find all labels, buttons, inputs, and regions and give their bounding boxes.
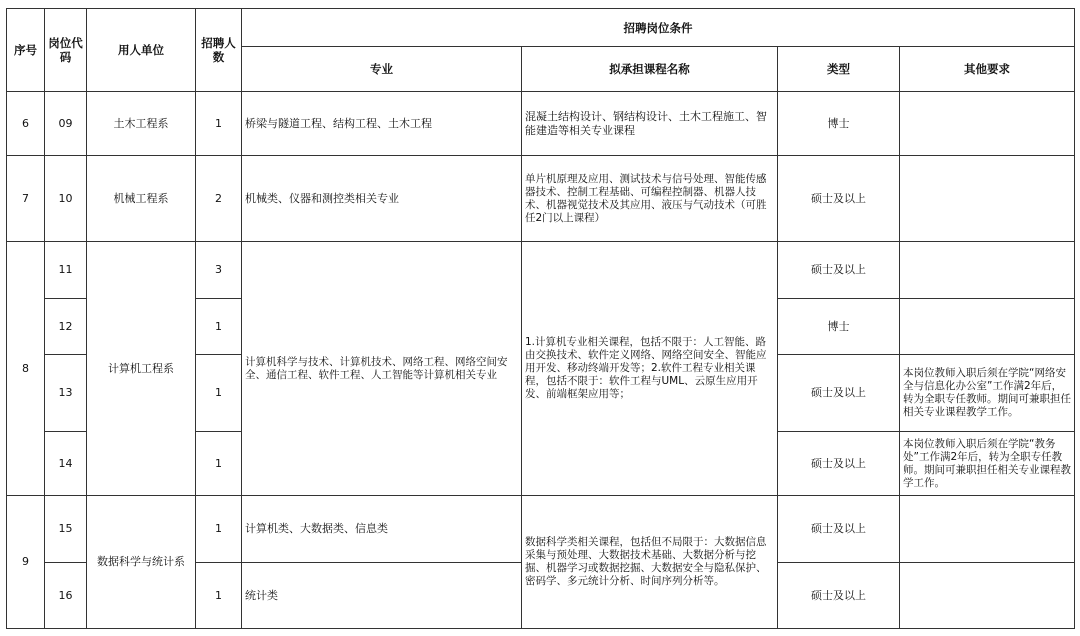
cell-courses: 数据科学类相关课程，包括但不局限于：大数据信息采集与预处理、大数据技术基础、大数据分析与挖掘、机器学习或数据挖掘、大数据安全与隐私保护、密码学、多元统计分析、时间序列分析等。 xyxy=(522,496,778,629)
header-major: 专业 xyxy=(242,47,522,92)
cell-unit: 机械工程系 xyxy=(87,156,196,242)
recruitment-table xyxy=(6,8,1075,629)
cell-major: 统计类 xyxy=(242,563,522,629)
cell-type: 硕士及以上 xyxy=(778,355,900,432)
cell-type: 硕士及以上 xyxy=(778,156,900,242)
cell-other xyxy=(900,299,1075,355)
cell-code: 14 xyxy=(45,432,87,496)
cell-other xyxy=(900,156,1075,242)
cell-code: 11 xyxy=(45,242,87,299)
cell-other xyxy=(900,92,1075,156)
cell-count: 1 xyxy=(196,432,242,496)
cell-seq: 6 xyxy=(7,92,45,156)
cell-type: 硕士及以上 xyxy=(778,242,900,299)
cell-code: 15 xyxy=(45,496,87,563)
cell-unit: 计算机工程系 xyxy=(87,242,196,496)
cell-count: 1 xyxy=(196,92,242,156)
cell-unit: 数据科学与统计系 xyxy=(87,496,196,629)
cell-code: 12 xyxy=(45,299,87,355)
cell-seq: 7 xyxy=(7,156,45,242)
cell-other xyxy=(900,242,1075,299)
header-code: 岗位代码 xyxy=(45,9,87,92)
cell-other: 本岗位教师入职后须在学院“教务处”工作满2年后，转为全职专任教师。期间可兼职担任相关专业课程教学工作。 xyxy=(900,432,1075,496)
header-seq: 序号 xyxy=(7,9,45,92)
cell-type: 硕士及以上 xyxy=(778,432,900,496)
cell-unit: 土木工程系 xyxy=(87,92,196,156)
cell-count: 1 xyxy=(196,299,242,355)
cell-code: 13 xyxy=(45,355,87,432)
cell-code: 09 xyxy=(45,92,87,156)
header-unit: 用人单位 xyxy=(87,9,196,92)
header-count: 招聘人数 xyxy=(196,9,242,92)
cell-courses: 1.计算机专业相关课程，包括不限于：人工智能、路由交换技术、软件定义网络、网络空间安全、智能应用开发、移动终端开发等；2.软件工程专业相关课程，包括不限于：软件工程与UML、云原生应用开发、前端框架应用等； xyxy=(522,242,778,496)
header-courses: 拟承担课程名称 xyxy=(522,47,778,92)
header-other: 其他要求 xyxy=(900,47,1075,92)
cell-major: 计算机类、大数据类、信息类 xyxy=(242,496,522,563)
table-row xyxy=(7,156,1075,242)
cell-code: 16 xyxy=(45,563,87,629)
cell-code: 10 xyxy=(45,156,87,242)
cell-count: 1 xyxy=(196,563,242,629)
cell-type: 博士 xyxy=(778,92,900,156)
cell-type: 硕士及以上 xyxy=(778,496,900,563)
cell-courses: 单片机原理及应用、测试技术与信号处理、智能传感器技术、控制工程基础、可编程控制器、机器人技术、机器视觉技术及其应用、液压与气动技术（可胜任2门以上课程） xyxy=(522,156,778,242)
cell-count: 1 xyxy=(196,355,242,432)
cell-count: 2 xyxy=(196,156,242,242)
cell-major: 桥梁与隧道工程、结构工程、土木工程 xyxy=(242,92,522,156)
header-type: 类型 xyxy=(778,47,900,92)
header-conditions: 招聘岗位条件 xyxy=(242,9,1075,47)
cell-other xyxy=(900,496,1075,563)
cell-seq: 9 xyxy=(7,496,45,629)
table-row xyxy=(7,92,1075,156)
cell-count: 1 xyxy=(196,496,242,563)
cell-type: 硕士及以上 xyxy=(778,563,900,629)
cell-other: 本岗位教师入职后须在学院“网络安全与信息化办公室”工作满2年后，转为全职专任教师。期间可兼职担任相关专业课程教学工作。 xyxy=(900,355,1075,432)
cell-courses: 混凝土结构设计、钢结构设计、土木工程施工、智能建造等相关专业课程 xyxy=(522,92,778,156)
table-row xyxy=(7,496,1075,563)
table-row xyxy=(7,242,1075,299)
cell-major: 计算机科学与技术、计算机技术、网络工程、网络空间安全、通信工程、软件工程、人工智能等计算机相关专业 xyxy=(242,242,522,496)
cell-seq: 8 xyxy=(7,242,45,496)
cell-major: 机械类、仪器和测控类相关专业 xyxy=(242,156,522,242)
cell-type: 博士 xyxy=(778,299,900,355)
cell-other xyxy=(900,563,1075,629)
cell-count: 3 xyxy=(196,242,242,299)
